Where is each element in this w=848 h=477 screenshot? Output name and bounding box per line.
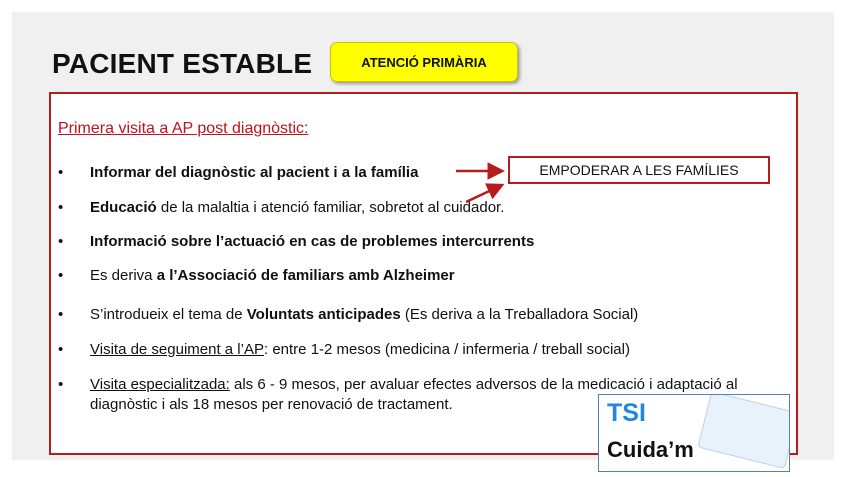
bullet-icon: • [58,164,64,181]
bullet-icon: • [58,233,64,250]
bullet-icon: • [58,376,64,393]
bullet-text: als 6 - 9 mesos, per avaluar efectes adversos de la medicació i adaptació al diagnòstic i als 18 mesos per renovació de tractament. [90,376,738,413]
bullet-bold: Voluntats anticipades [246,306,401,323]
bullet-text: de la malaltia i atenció familiar, sobretot al cuidador. [156,199,505,216]
bullet-icon: • [58,341,64,358]
health-card-icon [697,394,790,469]
bullet-text: : entre 1-2 mesos (medicina / infermeria / treball social) [264,341,630,358]
arrow-icon [452,158,512,208]
bullet-text: Informar del diagnòstic al pacient i a la família [90,164,419,181]
bullet-icon: • [58,267,64,284]
section-subtitle: Primera visita a AP post diagnòstic: [58,120,309,137]
page-title: PACIENT ESTABLE [52,48,313,79]
bullet-text: S’introdueix el tema de [90,306,247,323]
empower-callout: EMPODERAR A LES FAMÍLIES [508,156,770,184]
bullet-text: (Es deriva a la Treballadora Social) [400,306,639,323]
bullet-bold: Educació [90,199,157,216]
logo-title: TSI [607,399,646,427]
bullet-underlined: Visita especialitzada: [90,376,230,393]
tsi-logo [598,394,790,472]
bullet-underlined: Visita de seguiment a l’AP [90,341,264,358]
bullet-text: Es deriva [90,267,157,284]
category-badge: ATENCIÓ PRIMÀRIA [330,42,518,82]
logo-subtitle: Cuida’m [607,437,694,462]
bullet-bold: a l’Associació de familiars amb Alzheimer [156,267,455,284]
bullet-icon: • [58,199,64,216]
bullet-icon: • [58,306,64,323]
bullet-text: Informació sobre l’actuació en cas de problemes intercurrents [90,233,535,250]
